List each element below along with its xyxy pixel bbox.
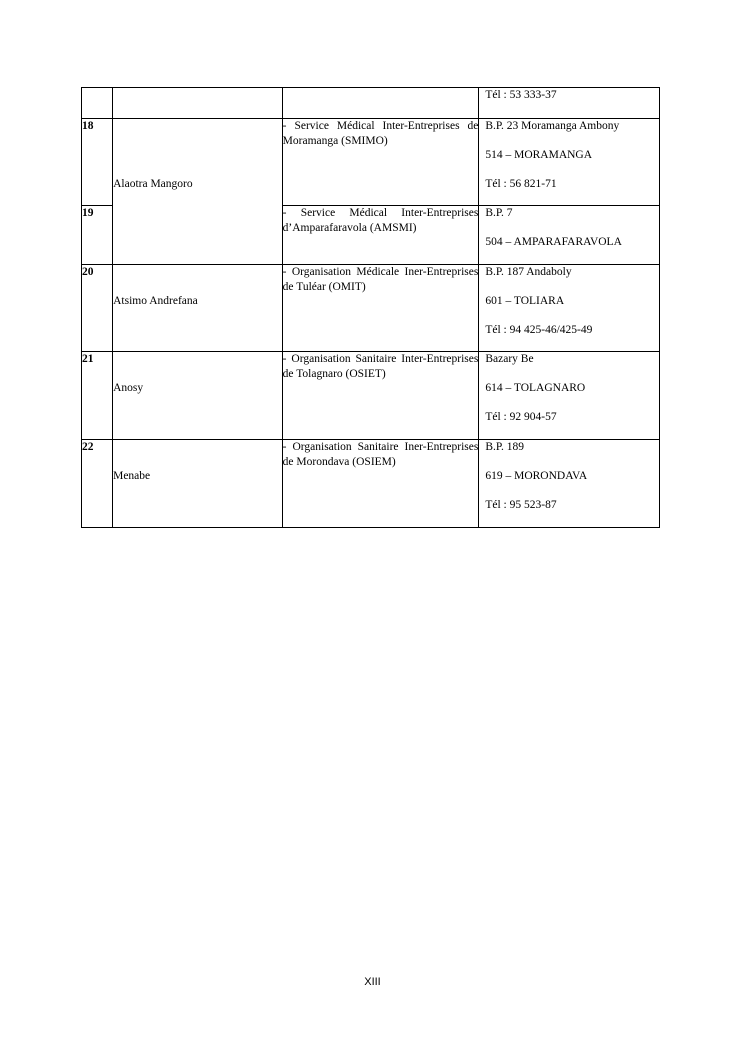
address-line: 619 – MORONDAVA xyxy=(485,470,588,482)
region-cell xyxy=(113,352,283,440)
organization-cell xyxy=(282,88,479,119)
address-line: B.P. 23 Moramanga Ambony xyxy=(485,120,620,132)
table-row xyxy=(82,265,660,352)
organization-cell: - Organisation Médicale Iner-Entreprises de Tuléar (OMIT) xyxy=(282,265,479,352)
organization-cell: - Organisation Sanitaire Inter-Entreprises de Tolagnaro (OSIET) xyxy=(282,352,479,440)
row-number: 22 xyxy=(82,440,113,528)
row-number: 18 xyxy=(82,119,113,206)
organization-cell: - Service Médical Inter-Entreprises de Moramanga (SMIMO) xyxy=(282,119,479,206)
address-cell xyxy=(479,352,660,440)
address-line: 514 – MORAMANGA xyxy=(485,149,593,161)
address-line: Tél : 53 333-37 xyxy=(485,89,557,101)
region-label: Anosy xyxy=(113,382,144,394)
row-number xyxy=(82,88,113,119)
table-row xyxy=(82,440,660,528)
region-label: Menabe xyxy=(113,470,151,482)
address-line: B.P. 189 xyxy=(485,441,525,453)
region-label: Alaotra Mangoro xyxy=(113,178,193,190)
address-line: Bazary Be xyxy=(485,353,534,365)
address-line: 504 – AMPARAFARAVOLA xyxy=(485,236,622,248)
directory-table xyxy=(81,87,660,528)
region-cell xyxy=(113,265,283,352)
address-line: 614 – TOLAGNARO xyxy=(485,382,586,394)
row-number: 21 xyxy=(82,352,113,440)
address-cell xyxy=(479,265,660,352)
organization-cell: - Organisation Sanitaire Iner-Entreprises de Morondava (OSIEM) xyxy=(282,440,479,528)
region-label: Atsimo Andrefana xyxy=(113,295,198,307)
address-cell xyxy=(479,119,660,206)
region-cell xyxy=(113,440,283,528)
region-cell xyxy=(113,119,283,265)
address-cell xyxy=(479,440,660,528)
address-line: Tél : 95 523-87 xyxy=(485,499,557,511)
page-number: XIII xyxy=(364,976,381,988)
address-line: Tél : 92 904-57 xyxy=(485,411,557,423)
table-row xyxy=(82,352,660,440)
address-line: Tél : 94 425-46/425-49 xyxy=(485,324,593,336)
region-cell xyxy=(113,88,283,119)
organization-cell: - Service Médical Inter-Entreprises d’Amparafaravola (AMSMI) xyxy=(282,206,479,265)
address-line: Tél : 56 821-71 xyxy=(485,178,557,190)
table-row xyxy=(82,119,660,206)
address-cell xyxy=(479,88,660,119)
row-number: 20 xyxy=(82,265,113,352)
row-number: 19 xyxy=(82,206,113,265)
address-cell xyxy=(479,206,660,265)
address-line: B.P. 7 xyxy=(485,207,513,219)
address-line: 601 – TOLIARA xyxy=(485,295,565,307)
table-row xyxy=(82,88,660,119)
address-line: B.P. 187 Andaboly xyxy=(485,266,572,278)
